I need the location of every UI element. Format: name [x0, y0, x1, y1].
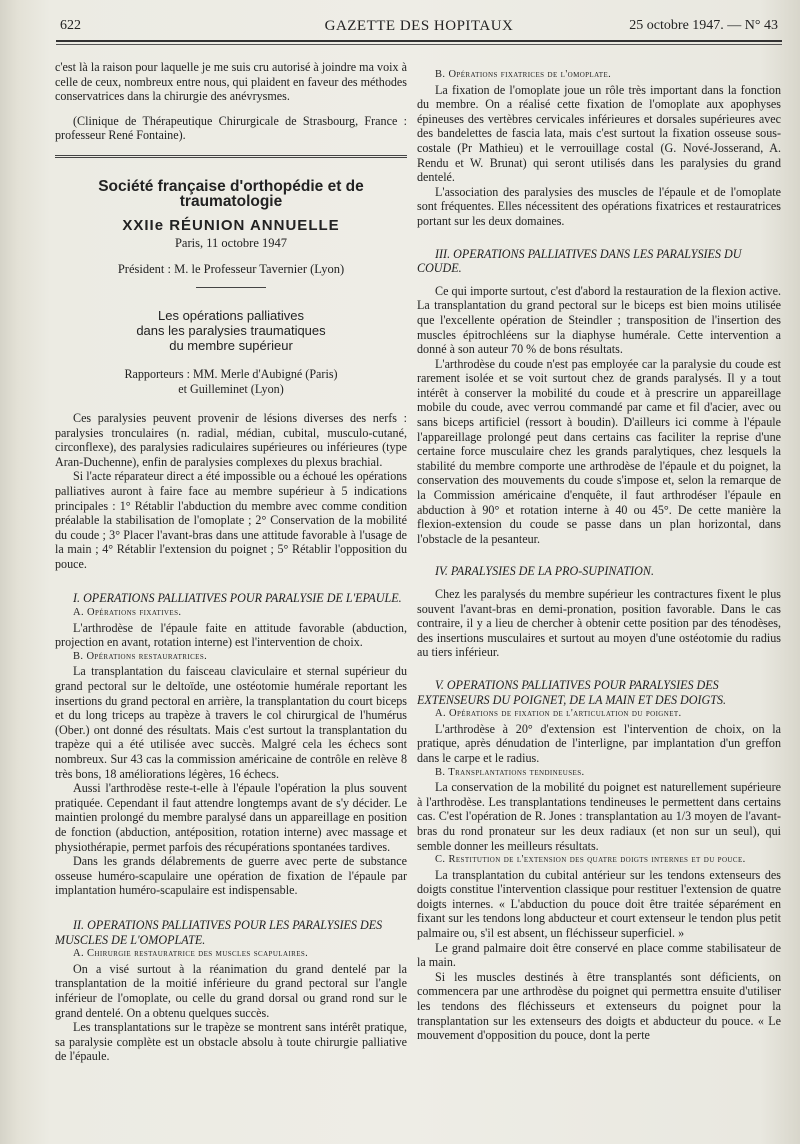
divider: [196, 287, 266, 288]
section-heading: IV. PARALYSIES DE LA PRO-SUPINATION.: [435, 564, 655, 579]
paragraph: La conservation de la mobilité du poignet est naturellement supérieure à l'arthrodèse. Les transplantations tendineuses le permettent dans certains cas. C'est l'opération de R. Jones : transplantation au 1/3 moyen de l'avant-bras du rond pronateur sur les deux radiaux (et non sur un seul), qui semble donner les meilleurs résultats.: [417, 780, 781, 853]
paragraph: On a visé surtout à la réanimation du grand dentelé par la transplantation de la moitié inférieure du grand pectoral sur l'angle inférieur de l'omoplate, ou celle du grand dorsal ou grand rond sur le grand dentelé. On a obtenu quelques succès.: [55, 961, 407, 1020]
subsection-heading: B. Opérations fixatrices de l'omoplate.: [435, 69, 612, 80]
section-heading: V. OPERATIONS PALLIATIVES POUR PARALYSIES DES EXTENSEURS DU POIGNET, DE LA MAIN ET DES DOIGTS.: [417, 677, 727, 707]
paragraph: L'association des paralysies des muscles de l'épaule et de l'omoplate sont fréquentes. Elles nécessitent des opérations fixatrices et restauratrices portant sur les deux domaines.: [417, 184, 781, 228]
spacer: [417, 579, 781, 587]
section-heading: I. OPERATIONS PALLIATIVES POUR PARALYSIE DE L'EPAULE.: [73, 591, 402, 606]
rapporteurs-line: Rapporteurs : MM. Merle d'Aubigné (Paris): [124, 366, 338, 381]
right-column: [417, 60, 781, 1140]
rapporteurs-line: et Guilleminet (Lyon): [178, 381, 284, 396]
meeting-date: Paris, 11 octobre 1947: [174, 235, 288, 250]
subsection-heading: B. Transplantations tendineuses.: [435, 766, 585, 778]
subsection-heading: A. Opérations de fixation de l'articulation du poignet.: [435, 708, 682, 720]
paragraph: Si l'acte réparateur direct a été impossible ou a échoué les opérations palliatives auront à faire face au membre supérieur à 5 indications principales : 1° Rétablir l'abduction du membre avec comme condition préalable la stabilisation de l'omoplate ; 2° Conservation de la mobilité du coude ; 3° Placer l'avant-bras dans une attitude favorable à l'usage de la main ; 4° Rétablir l'extension du poignet ; 5° Rétablir l'opposition du pouce.: [55, 469, 407, 571]
paragraph: Le grand palmaire doit être conservé en place comme stabilisateur de la main.: [417, 940, 781, 970]
subsection-heading: A. Chirurgie restauratrice des muscles scapulaires.: [73, 948, 309, 960]
section-heading: II. OPERATIONS PALLIATIVES POUR LES PARALYSIES DES MUSCLES DE L'OMOPLATE.: [55, 917, 383, 947]
section-heading: III. OPERATIONS PALLIATIVES DANS LES PARALYSIES DU COUDE.: [417, 246, 742, 276]
paragraph: c'est là la raison pour laquelle je me suis cru autorisé à joindre ma voix à celle de ceux, nombreux entre nous, qui plaident en faveur des méthodes conservatrices dans la chirurgie des anévrysmes.: [55, 60, 407, 104]
left-column: [55, 60, 407, 1140]
president-line: Président : M. le Professeur Tavernier (Lyon): [117, 262, 345, 277]
topic-title: Les opérations palliatives: [158, 307, 304, 323]
paragraph: Dans les grands délabrements de guerre avec perte de substance osseuse huméro-scapulaire une opération de fixation de l'épaule par implantation huméro-scapulaire est indispensable.: [55, 854, 407, 898]
paragraph: La transplantation du faisceau claviculaire et sternal supérieur du grand pectoral sur le deltoïde, une ostéotomie humérale reportant les insertions du grand pectoral en arrière, la transplantation du court biceps et du long triceps au trapèze à travers le col chirurgical de l'humérus (Ober.) ont donné des résultats. Mais c'est surtout la transplantation du trapèze qui a été utilisée avec succès. Malgré cela les échecs sont nombreux. Sur 43 cas la commission américaine de contrôle en relève 8 très bons, 18 améliorations légères, 16 échecs.: [55, 664, 407, 781]
header-rule: [56, 40, 782, 42]
paragraph: La fixation de l'omoplate joue un rôle très important dans la fonction du membre. On a réalisé cette fixation de l'omoplate aux apophyses épineuses des vertèbres cervicales inférieures et dorsales supérieures avec des bandelettes de fascia lata, mais c'est surtout la fixation osseuse sous-costale (Pr Mathieu) et le verrouillage costal (G. Nové-Josserand, A. Rendu et W. Brunat) qui seront utilisés dans les paralysies du grand dentelé.: [417, 82, 781, 185]
clinic-attribution: (Clinique de Thérapeutique Chirurgicale de Strasbourg, France : professeur René Fontaine).: [55, 113, 407, 143]
paragraph: Ces paralysies peuvent provenir de lésions diverses des nerfs : paralysies tronculaires (n. radial, médian, cubital, musculo-cutané, circonflexe), des paralysies radiculaires supérieures ou inférieures (type Aran-Duchenne), enfin de paralysies complexes du plexus brachial.: [55, 410, 407, 469]
paragraph: L'arthrodèse de l'épaule faite en attitude favorable (abduction, projection en avant, rotation interne) est l'intervention de choix.: [55, 620, 407, 650]
journal-title: GAZETTE DES HOPITAUX: [324, 18, 514, 34]
subsection-heading: C. Restitution de l'extension des quatre doigts internes et du pouce.: [435, 854, 746, 866]
page-header: [56, 16, 782, 60]
paragraph: Si les muscles destinés à être transplantés sont déficients, on commencera par une arthrodèse du poignet qui permettra ensuite d'utiliser les tendons des fléchisseurs et extenseurs du poignet pour la transplantation sur les extenseurs des doigts et abducteur du pouce. « Le mouvement d'opposition du pouce, dont la perte: [417, 969, 781, 1043]
subsection-heading: B. Opérations restauratrices.: [73, 650, 208, 662]
issue-date: 25 octobre 1947. — N° 43: [629, 18, 778, 33]
society-heading: Société française d'orthopédie et de traumatologie: [98, 177, 364, 210]
paragraph: Chez les paralysés du membre supérieur les contractures fixent le plus souvent l'avant-bras en demi-pronation, position favorable. Dans le cas contraire, il y a lieu de chercher à obtenir cette position par des ténodèses, des insertions musculaires et surtout au moyen d'une ostéotomie du radius au tiers inférieur.: [417, 587, 781, 660]
paragraph: La transplantation du cubital antérieur sur les tendons extenseurs des doigts constitue l'intervention classique pour restituer l'extension de quatre doigts internes. « L'abduction du pouce doit être traitée séparément en fixant sur les tendons long abducteur et court extenseur le tendon plus petit palmaire ou, s'il est absent, un fléchisseur superficiel. »: [417, 867, 781, 941]
paragraph: Aussi l'arthrodèse reste-t-elle à l'épaule l'opération la plus souvent pratiquée. Cependant il faut attendre longtemps avant de s'y décider. Le maintien prolongé du membre paralysé dans un appareillage en position de fonction (abduction, antéposition, rotation interne) avec massage et physiothérapie, permet parfois des récupérations spontanées tardives.: [55, 781, 407, 854]
paragraph: Les transplantations sur le trapèze se montrent sans intérêt pratique, sa paralysie complète est un obstacle absolu à toute chirurgie palliative de l'épaule.: [55, 1020, 407, 1064]
spacer: [417, 276, 781, 284]
paragraph: Ce qui importe surtout, c'est d'abord la restauration de la flexion active. La transplantation du grand pectoral sur le biceps est bien moins utilisée que l'excellente opération de Steindler ; transposition de l'insertion des muscles épitrochléens sur la diaphyse humérale. Cette intervention a donné à son auteur 70 % de bons résultats.: [417, 283, 781, 357]
paragraph: L'arthrodèse du coude n'est pas employée car la paralysie du coude est rarement isolée et se voit surtout chez de grands paralysés. Il y a tout intérêt à conserver la mobilité du coude et à prescrire un appareillage mobile du coude, avec verrou commandé par came et fil d'acier, avec ou sans biceps artificiel (ressort à boudin). D'ailleurs ici comme à l'épaule l'appareillage prolongé peut dans certains cas faciliter la reprise d'une certaine force musculaire chez les grands paralytiques, chez lesquels la stabilité du membre comporte une arthrodèse de l'épaule et du poignet, la conservation des mouvements du coude s'impose et, selon la remarque de la Commission américaine d'enquête, il faut arthrodéser l'épaule en abduction à 90° et rotation interne à 40 ou 45°. De cette manière la flexion-extension du coude se passe dans un plan horizontal, dans l'obstacle de la pesanteur.: [417, 356, 781, 546]
section-divider: [55, 155, 407, 158]
topic-title: du membre supérieur: [169, 337, 293, 353]
header-rule-thin: [56, 44, 782, 45]
meeting-heading: XXIIe RÉUNION ANNUELLE: [122, 217, 340, 235]
topic-title: dans les paralysies traumatiques: [136, 322, 326, 338]
page-number: 622: [60, 18, 81, 33]
subsection-heading: A. Opérations fixatives.: [73, 607, 182, 619]
rapporteurs: [55, 367, 407, 397]
paragraph: L'arthrodèse à 20° d'extension est l'intervention de choix, on la pratique, après dénudation de l'interligne, par implantation d'un greffon dans le carpe et le radius.: [417, 721, 781, 765]
